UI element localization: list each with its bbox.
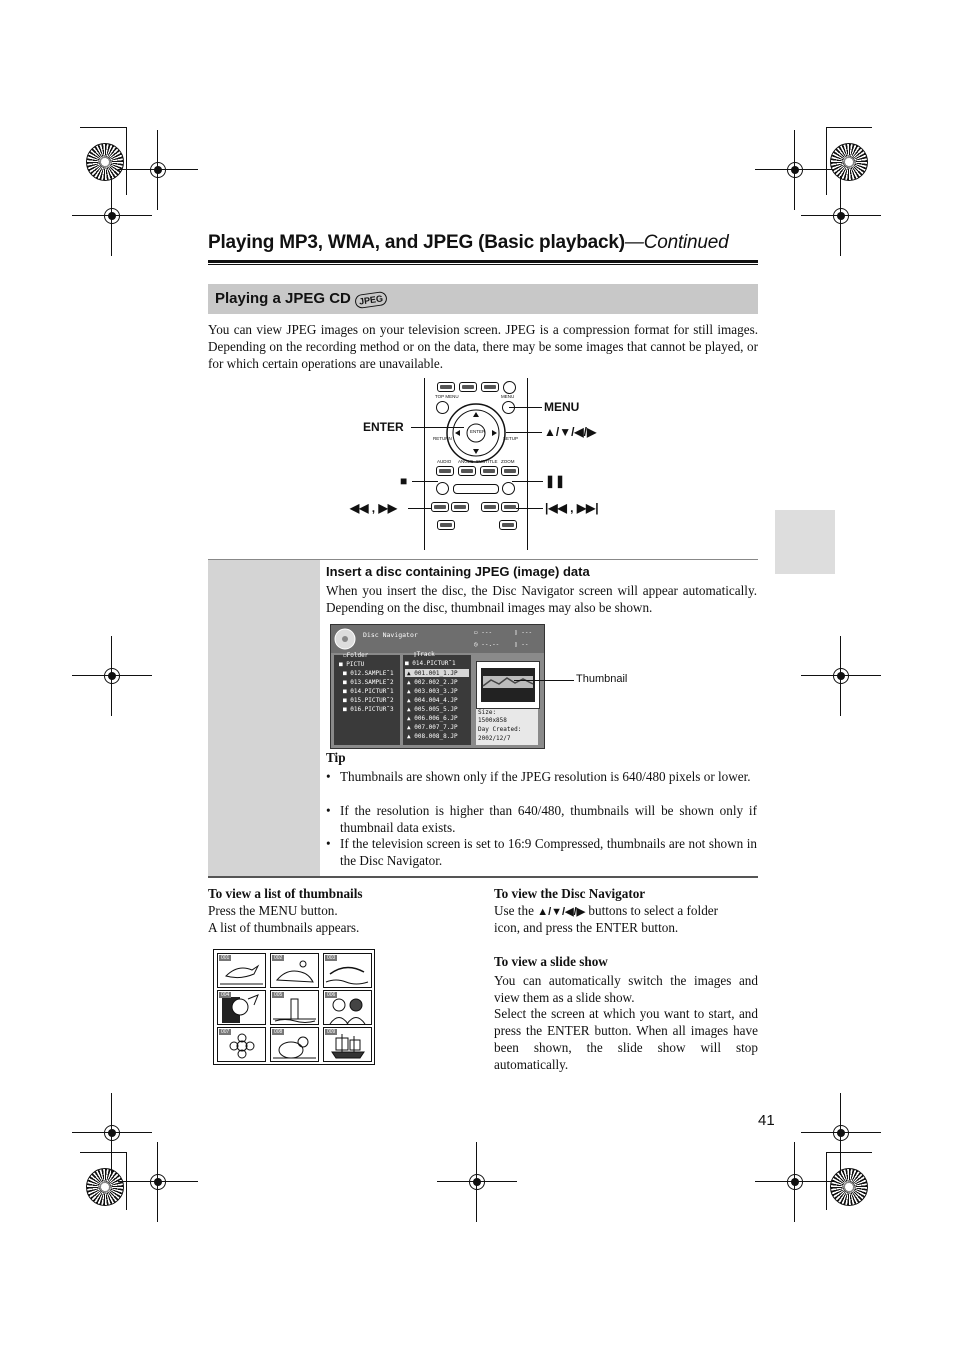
step-body: When you insert the disc, the Disc Navigator screen will appear automatically. Depending on the disc, thumbnail images may also be shown.: [326, 583, 757, 615]
track-item[interactable]: ▲ 007.007_7.JP: [407, 724, 458, 731]
callout-line: [411, 427, 464, 428]
remote-label: AUDIO: [437, 459, 452, 464]
nav-folder-status: ▭ ---: [474, 629, 493, 636]
nav-count-status: ▯ --: [514, 641, 529, 648]
folder-item[interactable]: ■ 015.PICTUR˜2: [343, 697, 394, 704]
remote-label: SUBTITLE: [476, 459, 498, 464]
tip-item: • If the resolution is higher than 640/480, thumbnails will be shown only if thumbnail data exists.: [326, 803, 757, 835]
landscape-thumbnail-icon: [477, 662, 539, 708]
intro-paragraph: You can view JPEG images on your television screen. JPEG is a compression format for still images. Depending on the recording method or on the data, there may be some images that cannot be played, or for which certain operations are unavailable.: [208, 322, 758, 371]
crosshair-icon: [801, 636, 881, 716]
disc-icon: [334, 628, 356, 650]
remote-button: [499, 520, 517, 530]
callout-line: [512, 481, 543, 482]
thumbnail-item[interactable]: 008: [270, 1027, 319, 1062]
folder-item[interactable]: ■ 014.PICTUR˜1: [343, 688, 394, 695]
remote-label: SETUP: [503, 436, 519, 441]
remote-button: [437, 382, 455, 392]
thumbnail-callout-line: [514, 680, 574, 681]
remote-label: ZOOM: [501, 459, 515, 464]
remote-control: [424, 378, 528, 550]
arrows-callout: ▲/▼/◀/▶: [544, 425, 597, 439]
nav-header: [331, 625, 544, 653]
track-item[interactable]: ▲ 003.003_3.JP: [407, 688, 458, 695]
slideshow-body1: You can automatically switch the images and view them as a slide show.: [494, 973, 758, 1005]
crop-line: [126, 127, 127, 195]
page-title: Playing MP3, WMA, and JPEG (Basic playback)—Continued: [208, 232, 729, 253]
thumbnail-item[interactable]: 006: [323, 990, 372, 1025]
callout-line: [516, 508, 543, 509]
track-item[interactable]: ▲ 004.004_4.JP: [407, 697, 458, 704]
remote-button: [503, 381, 516, 394]
nav-track-status: ▯ ---: [514, 629, 533, 636]
thumbnail-item[interactable]: 009: [323, 1027, 372, 1062]
folder-item[interactable]: ■ PICTU: [339, 661, 365, 668]
track-folder: ■ 014.PICTUR˜1: [405, 660, 456, 667]
folder-header: ▭Folder: [343, 652, 369, 659]
crosshair-icon: [118, 1142, 198, 1222]
enter-callout: ENTER: [363, 420, 404, 434]
folder-item[interactable]: ■ 013.SAMPLE˜2: [343, 679, 394, 686]
remote-label: MENU: [501, 394, 515, 399]
nav-title: Disc Navigator: [363, 631, 418, 639]
thumbnail-preview: [476, 661, 540, 709]
track-item[interactable]: ▲ 005.005_5.JP: [407, 706, 458, 713]
crosshair-icon: [801, 176, 881, 256]
size-label: Size:: [478, 709, 497, 716]
day-value: 2002/12/7: [478, 735, 511, 742]
track-item-selected[interactable]: ▲ 001.001_1.JP: [407, 670, 458, 677]
subtitle-button: [480, 466, 498, 476]
folder-item[interactable]: ■ 012.SAMPLE˜1: [343, 670, 394, 677]
next-button: [501, 502, 519, 512]
thumbnail-item[interactable]: 004: [217, 990, 266, 1025]
thumbnails-line2: A list of thumbnails appears.: [208, 920, 360, 935]
remote-button: [437, 520, 455, 530]
pause-button: [502, 482, 515, 495]
nav-time-status: ◷ --.--: [474, 641, 500, 648]
navigator-line2: icon, and press the ENTER button.: [494, 920, 679, 935]
crop-line: [826, 127, 872, 128]
play-button: [453, 484, 499, 494]
crop-line: [80, 127, 126, 128]
navigator-heading: To view the Disc Navigator: [494, 886, 646, 901]
crop-line: [826, 1152, 827, 1210]
thumbnail-item[interactable]: 002: [270, 953, 319, 988]
crop-line: [80, 1152, 126, 1153]
jpeg-badge-icon: JPEG: [354, 291, 388, 309]
menu-callout: MENU: [544, 400, 580, 414]
thumbnails-heading: To view a list of thumbnails: [208, 886, 363, 901]
track-header: ▯Track: [413, 651, 435, 658]
size-value: 1500x858: [478, 717, 507, 724]
side-tab: [775, 510, 835, 574]
crop-line: [826, 127, 827, 195]
remote-button: [481, 382, 499, 392]
crop-line: [826, 1152, 872, 1153]
audio-button: [436, 466, 454, 476]
title-rule: [208, 260, 758, 263]
track-item[interactable]: ▲ 008.008_8.JP: [407, 733, 458, 740]
tip-item: • Thumbnails are shown only if the JPEG resolution is 640/480 pixels or lower.: [326, 769, 751, 784]
crosshair-icon: [437, 1142, 517, 1222]
remote-label: RETURN: [433, 436, 452, 441]
scan-callout: ◀◀ , ▶▶: [350, 501, 397, 515]
remote-label: ANGLE: [458, 459, 474, 464]
thumbnail-item[interactable]: 001: [217, 953, 266, 988]
arrow-buttons-icon: ▲/▼/◀/▶: [537, 906, 586, 918]
remote-button: [459, 382, 477, 392]
thumbnails-line1: Press the MENU button.: [208, 903, 338, 918]
prev-button: [481, 502, 499, 512]
tip-item: • If the television screen is set to 16:9 Compressed, thumbnails are not shown in the Disc Navigator.: [326, 836, 757, 868]
navigator-line1: Use the ▲/▼/◀/▶ buttons to select a folder: [494, 903, 719, 918]
disc-navigator-screen: [330, 624, 545, 749]
day-label: Day Created:: [478, 726, 522, 733]
page-number: 41: [758, 1112, 775, 1129]
thumbnail-item[interactable]: 003: [323, 953, 372, 988]
forward-button: [451, 502, 469, 512]
remote-label: TOP MENU: [435, 394, 459, 399]
title-rule-thin: [208, 264, 758, 265]
tip-title: Tip: [326, 750, 346, 765]
thumbnail-label: Thumbnail: [576, 673, 628, 685]
crosshair-icon: [72, 176, 152, 256]
callout-line: [509, 407, 542, 408]
thumbnail-item[interactable]: 007: [217, 1027, 266, 1062]
track-item[interactable]: ▲ 002.002_2.JP: [407, 679, 458, 686]
slideshow-heading: To view a slide show: [494, 954, 608, 969]
registration-mark-icon: [830, 1168, 868, 1206]
folder-item[interactable]: ■ 016.PICTUR˜3: [343, 706, 394, 713]
skip-callout: |◀◀ , ▶▶|: [545, 501, 599, 515]
remote-label: ENTER: [470, 429, 486, 434]
callout-line: [506, 432, 542, 433]
crop-line: [126, 1152, 127, 1210]
slideshow-body2: Select the screen at which you want to start, and press the ENTER button. When all images have been shown, the slide show will stop automatically.: [494, 1006, 758, 1072]
callout-line: [408, 508, 432, 509]
stop-button: [436, 482, 449, 495]
thumbnail-grid: [213, 949, 375, 1065]
zoom-button: [501, 466, 519, 476]
stop-callout: ■: [400, 474, 408, 488]
callout-line: [412, 481, 438, 482]
thumbnail-item[interactable]: 005: [270, 990, 319, 1025]
rewind-button: [431, 502, 449, 512]
track-item[interactable]: ▲ 006.006_6.JP: [407, 715, 458, 722]
page-title-continued: —Continued: [624, 232, 729, 253]
section-title: Playing a JPEG CD JPEG: [215, 290, 387, 307]
crosshair-icon: [755, 1142, 835, 1222]
angle-button: [458, 466, 476, 476]
step-heading: Insert a disc containing JPEG (image) data: [326, 564, 590, 579]
crosshair-icon: [72, 636, 152, 716]
step-rule-bottom: [208, 876, 758, 878]
step-gray-column: [208, 560, 320, 876]
pause-callout: ❚❚: [545, 474, 566, 488]
